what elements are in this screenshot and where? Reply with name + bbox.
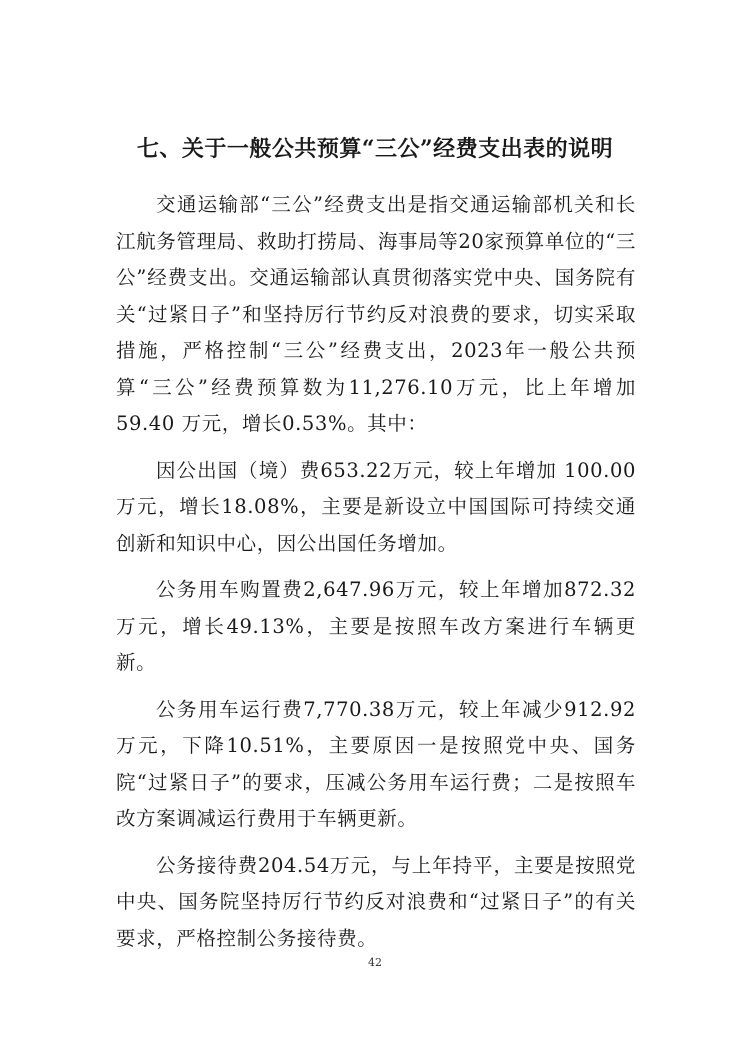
paragraph-intro: 交通运输部“三公”经费支出是指交通运输部机关和长江航务管理局、救助打捞局、海事局等20家预算单位的“三公”经费支出。交通运输部认真贯彻落实党中央、国务院有关“过紧日子”和坚持厉行节约反对浪费的要求，切实采取措施，严格控制“三公”经费支出，2023年一般公共预算“三公”经费预算数为11,276.10万元，比上年增加 59.40 万元，增长0.53%。其中：	[116, 193, 636, 435]
page-number: 42	[368, 956, 382, 969]
paragraph-vehicle-operation: 公务用车运行费7,770.38万元，较上年减少912.92 万元，下降10.51%，主要原因一是按照党中央、国务院“过紧日子”的要求，压减公务用车运行费；二是按照车改方案调减运行费用于车辆更新。	[116, 697, 636, 830]
paragraph-official-reception: 公务接待费204.54万元，与上年持平，主要是按照党中央、国务院坚持厉行节约反对浪费和“过紧日子”的有关要求，严格控制公务接待费。	[116, 853, 636, 950]
document-body	[116, 187, 636, 967]
paragraph-vehicle-purchase: 公务用车购置费2,647.96万元，较上年增加872.32 万元，增长49.13%，主要是按照车改方案进行车辆更新。	[116, 578, 636, 674]
paragraph-overseas-travel: 因公出国（境）费653.22万元，较上年增加 100.00 万元，增长18.08%，主要是新设立中国国际可持续交通创新和知识中心，因公出国任务增加。	[116, 458, 636, 555]
section-title: 七、关于一般公共预算“三公”经费支出表的说明	[136, 136, 614, 162]
